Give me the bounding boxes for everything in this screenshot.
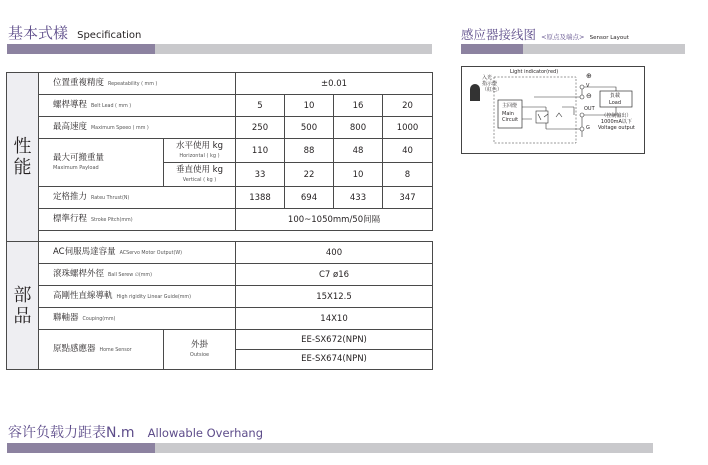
value-vertical-4: 8 [383, 163, 433, 187]
table-row-stroke [7, 209, 433, 231]
value-horizontal-2: 88 [285, 139, 334, 163]
value-thrust-3: 433 [334, 187, 383, 209]
terminal-minus: ⊖ [586, 92, 592, 100]
sensor-section-title [461, 24, 629, 43]
label-home-sensor-option: 外掛 Outsioe [164, 330, 236, 370]
table-row-home-sensor [7, 330, 433, 370]
sensor-title-bar-accent [461, 44, 523, 54]
overhang-title-en: Allowable Overhang [147, 426, 264, 440]
value-coupling: 14X10 [236, 308, 433, 330]
value-vertical-2: 22 [285, 163, 334, 187]
value-lead-1: 5 [236, 95, 285, 117]
label-payload-horizontal: 水平使用 kg Horizontal ( kg ) [164, 139, 236, 163]
table-row-guide [7, 286, 433, 308]
value-thrust-4: 347 [383, 187, 433, 209]
spec-section-title [8, 22, 141, 43]
value-thrust-1: 1388 [236, 187, 285, 209]
sensor-subtitle-cn: <原点及端点> [541, 33, 585, 41]
label-guide: 高剛性直線導軌 High rigidity Linear Guide(mm) [39, 286, 236, 308]
sensor-title-bar [523, 44, 685, 54]
label-lead: 螺桿導程 Belt Lead ( mm ) [39, 95, 236, 117]
photocoupler-icon [536, 111, 548, 123]
value-lead-2: 10 [285, 95, 334, 117]
value-thrust-2: 694 [285, 187, 334, 209]
diode-icon [556, 113, 562, 117]
control-output-label: （控制輸出） 1000mA以下 Voltage output [598, 113, 635, 131]
category-parts: 部 品 [7, 242, 39, 370]
table-row-repeatability [7, 73, 433, 95]
table-row-speed [7, 117, 433, 139]
terminal-v: V [586, 83, 590, 89]
spec-title-cn: 基本式樣 [8, 24, 69, 42]
wires [522, 87, 582, 137]
value-speed-3: 800 [334, 117, 383, 139]
main-circuit-label-cn: 主回燈 [502, 103, 518, 109]
label-speed: 最高速度 Maximum Speeo ( mm ) [39, 117, 236, 139]
table-row-lead [7, 95, 433, 117]
value-home-sensor-1: EE-SX672(NPN) [236, 330, 432, 350]
label-home-sensor: 原點感應器 Home Sensor [39, 330, 164, 370]
value-repeatability: ±0.01 [236, 73, 433, 95]
value-horizontal-4: 40 [383, 139, 433, 163]
overhang-title-bar [155, 443, 653, 453]
value-motor: 400 [236, 242, 433, 264]
sensor-subtitle-en: Sensor Layout [589, 35, 629, 41]
table-row-thrust [7, 187, 433, 209]
spec-table [6, 72, 433, 370]
terminal-g: G [586, 125, 590, 131]
sensor-title-cn: 感应器接线图 [461, 27, 537, 42]
value-vertical-1: 33 [236, 163, 285, 187]
led-icon [470, 84, 480, 101]
wires-out [562, 107, 574, 115]
category-performance: 性 能 [7, 73, 39, 242]
light-indicator-label: Light indicator(red) [510, 69, 559, 75]
terminal-out: OUT [584, 106, 595, 112]
overhang-title-bar-accent [7, 443, 155, 453]
value-lead-3: 16 [334, 95, 383, 117]
spec-title-bar [155, 44, 432, 54]
label-repeatability: 位置重複精度 Repeatability ( mm ) [39, 73, 236, 95]
label-motor: AC伺服馬達容量 ACServo Motor Output(W) [39, 242, 236, 264]
value-home-sensor [236, 330, 433, 370]
label-screw: 滾珠螺桿外徑 Ball Serew ∅(mm) [39, 264, 236, 286]
spacer-row [7, 231, 433, 242]
value-home-sensor-2: EE-SX674(NPN) [301, 354, 367, 364]
value-speed-2: 500 [285, 117, 334, 139]
table-row-screw [7, 264, 433, 286]
value-screw: C7 ø16 [236, 264, 433, 286]
value-speed-1: 250 [236, 117, 285, 139]
table-row-motor [7, 242, 433, 264]
value-stroke: 100~1050mm/50间隔 [236, 209, 433, 231]
led-label: 入光 指示燈 （紅色） [482, 75, 503, 93]
label-payload-vertical: 垂直使用 kg Vertical ( kg ) [164, 163, 236, 187]
table-row-coupling [7, 308, 433, 330]
sensor-wiring-diagram [461, 66, 645, 154]
value-horizontal-3: 48 [334, 139, 383, 163]
load-label-en: Load [609, 100, 621, 106]
main-circuit-label-en: Main Circuit [502, 111, 519, 123]
overhang-title-cn: 容许负载力距表N.m [8, 425, 135, 441]
terminal-plus: ⊕ [586, 72, 592, 80]
label-stroke: 標準行程 Stroke Pitch(mm) [39, 209, 236, 231]
table-row-payload-horizontal [7, 139, 433, 163]
label-coupling: 聯軸器 Couping(mm) [39, 308, 236, 330]
value-speed-4: 1000 [383, 117, 433, 139]
label-thrust: 定格推力 Rateu Thrust(N) [39, 187, 236, 209]
spec-title-bar-accent [7, 44, 155, 54]
value-horizontal-1: 110 [236, 139, 285, 163]
spec-title-en: Specification [77, 30, 142, 41]
value-guide: 15X12.5 [236, 286, 433, 308]
label-payload: 最大可搬重量 Maximum Payload [39, 139, 164, 187]
load-label-cn: 負載 [610, 93, 621, 99]
overhang-section-title [8, 422, 263, 442]
value-lead-4: 20 [383, 95, 433, 117]
value-vertical-3: 10 [334, 163, 383, 187]
